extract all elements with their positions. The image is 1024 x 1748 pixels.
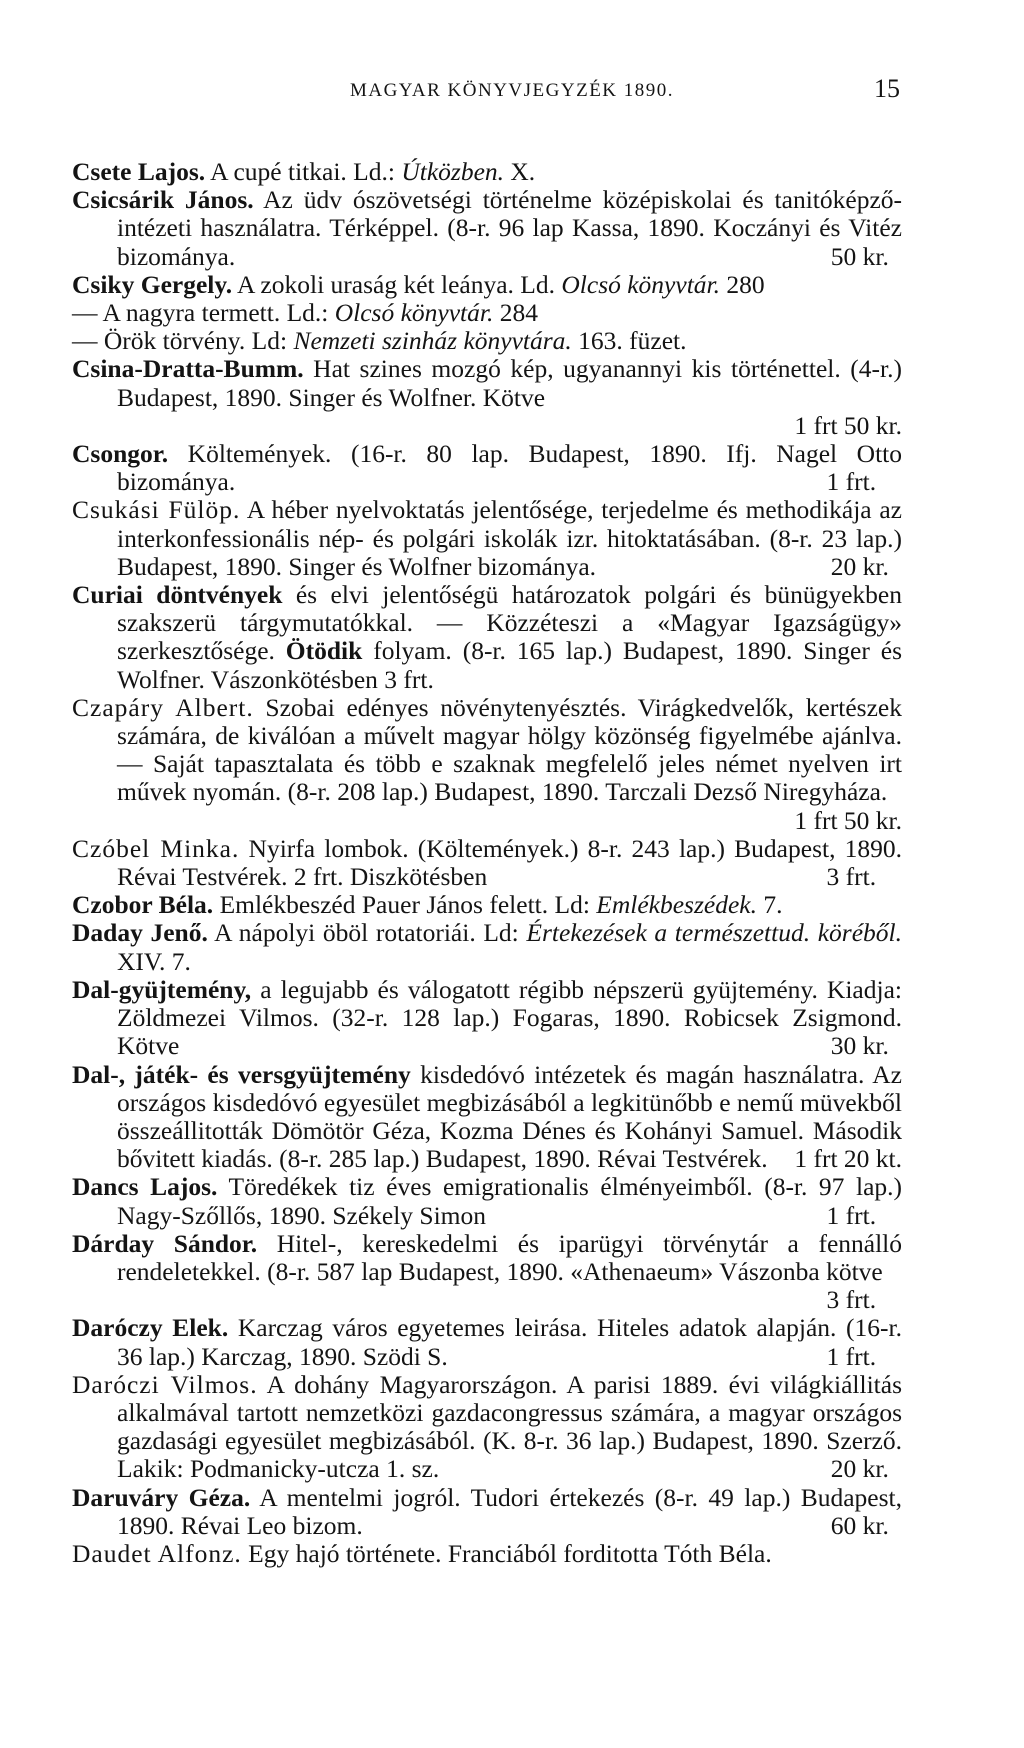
entry-heading: Daday Jenő. xyxy=(72,918,208,948)
catalog-entry: — Örök törvény. Ld: Nemzeti szinház könyvtára. 163. füzet. xyxy=(72,326,687,356)
price: 1 frt. xyxy=(826,467,877,497)
entry-heading: Csina-Dratta-Bumm. xyxy=(72,354,304,384)
entry-heading: Csongor. xyxy=(72,439,169,469)
catalog-entry: Daruváry Géza. A mentelmi jogról. Tudori értekezés (8-r. 49 lap.) Budapest, 1890. Révai Leo bizom. 60 kr. xyxy=(72,1482,902,1540)
catalog-entry: Czapáry Albert. Szobai edényes növénytenyésztés. Virágkedvelők, kertészek számára, de kiválóan a művelt magyar hölgy közönség figyelmébe ajánlva. — Saját tapasztalata és több e szaknak megfelelő jeles német nyelven irt művek nyomán. (8-r. 208 lap.) Budapest, 1890. Tarczali Dezső Niregyháza. 1 frt 50 kr. xyxy=(72,692,902,835)
entry-heading: Curiai döntvények xyxy=(72,580,283,610)
catalog-entry: Dal-gyüjtemény, a legujabb és válogatott régibb népszerü gyüjtemény. Kiadja: Zöldmezei Vilmos. (32-r. 128 lap.) Fogaras, 1890. Robicsek Zsigmond. Kötve 30 kr. xyxy=(72,974,902,1061)
series-title: Útközben. xyxy=(401,157,505,186)
entry-heading: Dal-, játék- és versgyüjtemény xyxy=(72,1059,411,1089)
price: 3 frt. xyxy=(826,1285,877,1315)
catalog-entry: Csongor. Költemények. (16-r. 80 lap. Budapest, 1890. Ifj. Nagel Otto bizománya. 1 frt. xyxy=(72,439,902,497)
series-title: Nemzeti szinház könyvtára. xyxy=(293,326,572,356)
price: 1 frt. xyxy=(826,1200,877,1230)
entry-heading: Czapáry Albert. xyxy=(72,692,254,722)
catalog-entry: Csiky Gergely. A zokoli uraság két leánya. Ld. Olcsó könyvtár. 280 xyxy=(72,269,765,299)
price: 60 kr. xyxy=(830,1510,889,1540)
catalog-entry: Csicsárik János. Az üdv ószövetségi történelme középiskolai és tanitóképző-intézeti használatra. Térképpel. (8-r. 96 lap Kassa, 1890. Koczányi és Vitéz bizománya. 50 kr. xyxy=(72,185,903,271)
series-title: Olcsó könyvtár. xyxy=(561,269,721,299)
page-header xyxy=(0,72,1024,112)
entry-heading: Czobor Béla. xyxy=(72,890,214,920)
catalog-entry: — A nagyra termett. Ld.: Olcsó könyvtár. 284 xyxy=(72,298,538,328)
catalog-entry: Daday Jenő. A nápolyi öböl rotatoriái. Ld: Értekezések a természettud. köréből. XIV. 7. xyxy=(72,918,902,976)
entry-heading: Csukási Fülöp. xyxy=(72,495,241,525)
series-title: Olcsó könyvtár. xyxy=(334,298,494,328)
price: 20 kr. xyxy=(830,551,889,581)
page-number: 15 xyxy=(874,74,900,103)
entry-heading: Daruváry Géza. xyxy=(72,1482,251,1512)
catalog-entry: Daudet Alfonz. Egy hajó története. Franciából forditotta Tóth Béla. xyxy=(72,1538,772,1568)
entry-heading: Csiky Gergely. xyxy=(72,269,233,299)
price: 1 frt 50 kr. xyxy=(794,805,902,835)
catalog-entries xyxy=(72,158,902,1568)
entry-heading: Dárday Sándor. xyxy=(72,1228,258,1258)
price: 30 kr. xyxy=(830,1031,889,1061)
catalog-entry: Csukási Fülöp. A héber nyelvoktatás jelentősége, terjedelme és methodikája az interkonfessionális nép- és polgári iskolák izr. hitoktatásában. (8-r. 23 lap.) Budapest, 1890. Singer és Wolfner bizománya. 20 kr. xyxy=(72,495,902,581)
entry-heading: Dal-gyüjtemény, xyxy=(72,974,252,1004)
catalog-entry: Curiai döntvények és elvi jelentőségü határozatok polgári és bünügyekben szakszerü tárgymutatókkal. — Közzéteszi a «Magyar Igazságügy» szerkesztősége. Ötödik folyam. (8-r. 165 lap.) Budapest, 1890. Singer és Wolfner. Vászonkötésben 3 frt. xyxy=(72,580,902,694)
entry-heading: Daróczy Elek. xyxy=(72,1313,229,1343)
series-title: Emlékbeszédek. xyxy=(596,890,757,920)
price: 3 frt. xyxy=(826,862,877,892)
entry-heading: Czóbel Minka. xyxy=(72,833,240,863)
entry-heading: Daudet Alfonz. xyxy=(72,1538,242,1568)
series-title: Értekezések a természettud. köréből. xyxy=(526,918,902,948)
catalog-entry: Dárday Sándor. Hitel-, kereskedelmi és iparügyi törvénytár a fennálló rendeletekkel. (8-r. 587 lap Budapest, 1890. «Athenaeum» Vászonba kötve 3 frt. xyxy=(72,1228,902,1315)
catalog-entry: Daróczi Vilmos. A dohány Magyarországon. A parisi 1889. évi világkiállitás alkalmával tartott nemzetközi gazdacongressus számára, a magyar országos gazdasági egyesület megbizásából. (K. 8-r. 36 lap.) Budapest, 1890. Szerző. Lakik: Podmanicky-utcza 1. sz. 20 kr. xyxy=(72,1369,902,1484)
price: 1 frt. xyxy=(826,1341,877,1371)
catalog-entry: Csete Lajos. A cupé titkai. Ld.: Útközben. X. xyxy=(72,157,536,186)
catalog-entry: Daróczy Elek. Karczag város egyetemes leirása. Hiteles adatok alapján. (16-r. 36 lap.) Karczag, 1890. Szödi S. 1 frt. xyxy=(72,1313,902,1371)
price: 20 kr. xyxy=(830,1454,889,1484)
entry-heading: Csicsárik János. xyxy=(72,185,254,215)
running-title: MAGYAR KÖNYVJEGYZÉK 1890. xyxy=(349,80,675,101)
catalog-entry: Czóbel Minka. Nyirfa lombok. (Költemények.) 8-r. 243 lap.) Budapest, 1890. Révai Testvérek. 2 frt. Diszkötésben 3 frt. xyxy=(72,833,903,892)
entry-heading: Daróczi Vilmos. xyxy=(72,1369,258,1399)
price: 50 kr. xyxy=(830,241,889,271)
price: 1 frt 50 kr. xyxy=(794,410,902,440)
entry-heading: Dancs Lajos. xyxy=(72,1172,218,1202)
entry-heading: Ötödik xyxy=(285,636,363,666)
catalog-entry: Dal-, játék- és versgyüjtemény kisdedóvó intézetek és magán használatra. Az országos kisdedóvó egyesület megbizásából a legkitünőbb e nemű müvekből összeállitották Dömötör Géza, Kozma Dénes és Kohányi Samuel. Második bővitett kiadás. (8-r. 285 lap.) Budapest, 1890. Révai Testvérek. 1 frt 20 kt. xyxy=(72,1059,902,1174)
catalog-entry: Csina-Dratta-Bumm. Hat szines mozgó kép, ugyanannyi kis történettel. (4-r.) Budapest, 1890. Singer és Wolfner. Kötve 1 frt 50 kr. xyxy=(72,354,902,440)
price: 1 frt 20 kt. xyxy=(794,1144,902,1174)
catalog-entry: Czobor Béla. Emlékbeszéd Pauer János felett. Ld: Emlékbeszédek. 7. xyxy=(72,890,783,920)
entry-heading: Csete Lajos. xyxy=(72,157,206,186)
catalog-entry: Dancs Lajos. Töredékek tiz éves emigrationalis élményeimből. (8-r. 97 lap.) Nagy-Szőllős, 1890. Székely Simon 1 frt. xyxy=(72,1172,903,1230)
